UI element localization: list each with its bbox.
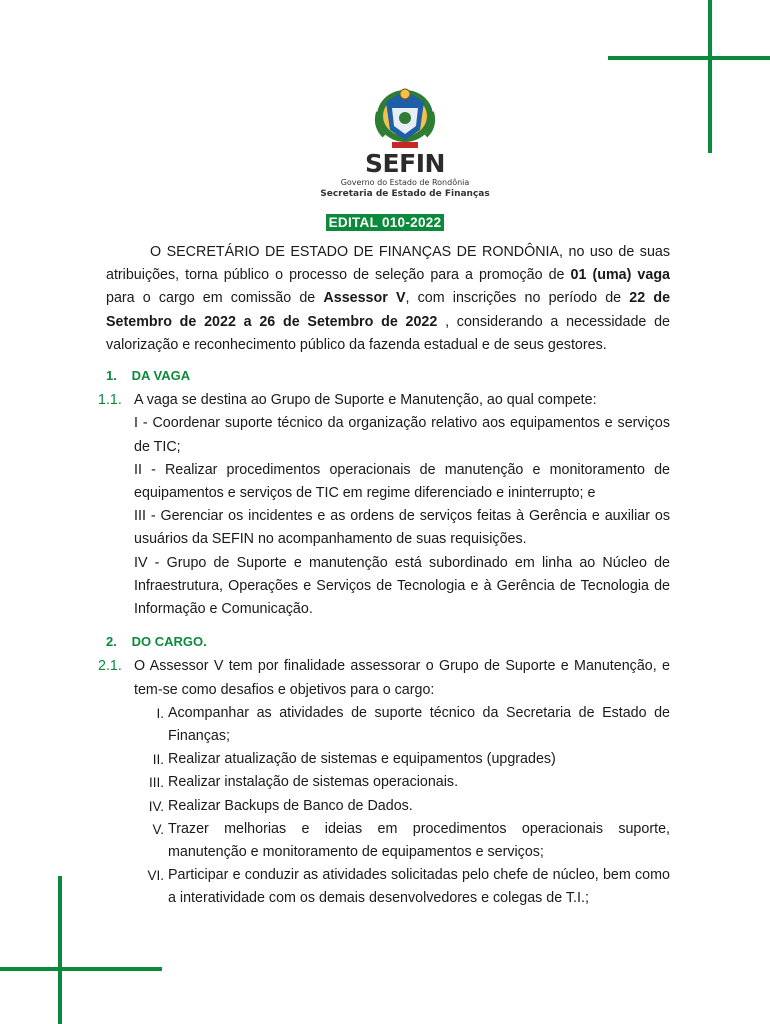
list-item xyxy=(134,864,670,910)
section-1-item: IV - Grupo de Suporte e manutenção está subordinado em linha ao Núcleo de Infraestrutura, Operações e Serviços de Tecnologia e à Gerência de Tecnologia de Informação e Comunicação. xyxy=(134,554,670,618)
subsection-1-1 xyxy=(98,389,670,412)
list-item-number: III. xyxy=(148,775,164,791)
subsection-1-1-text: A vaga se destina ao Grupo de Suporte e Manutenção, ao qual compete: xyxy=(134,392,597,409)
brand-government-line: Governo do Estado de Rondônia xyxy=(340,178,470,187)
list-item xyxy=(134,771,670,794)
corner-cross-top-horizontal xyxy=(608,56,770,60)
corner-cross-bottom-vertical xyxy=(58,876,62,1024)
list-item-number: VI. xyxy=(147,868,164,884)
list-item xyxy=(134,702,670,748)
intro-paragraph xyxy=(106,241,670,357)
list-item-number: V. xyxy=(152,821,164,837)
section-2-title: DO CARGO. xyxy=(131,634,207,650)
document-body xyxy=(98,241,671,911)
section-2-heading xyxy=(106,630,670,653)
notice-title: EDITAL 010-2022 xyxy=(326,214,445,231)
intro-bold-position: Assessor V xyxy=(323,290,406,307)
list-item-text: Realizar Backups de Banco de Dados. xyxy=(168,797,413,814)
list-item-text: Participar e conduzir as atividades solicitadas pelo chefe de núcleo, bem como a interatividade com os demais desenvolvedores e colegas de T.I.; xyxy=(168,867,670,907)
intro-text-2: para o cargo em comissão de xyxy=(106,290,324,307)
brand-title: SEFIN xyxy=(365,149,445,178)
list-item-number: I. xyxy=(156,705,164,721)
list-item xyxy=(134,795,670,818)
intro-text-1: O SECRETÁRIO DE ESTADO DE FINANÇAS DE RONDÔNIA, no uso de suas atribuições, torna público o processo de seleção para a promoção de xyxy=(106,244,670,284)
intro-text-4: , considerando a necessidade de valorização e reconhecimento público da fazenda estadual e de seus gestores. xyxy=(106,313,671,353)
state-coat-of-arms-seal-icon xyxy=(372,82,438,152)
list-item-number: II. xyxy=(152,752,164,768)
list-item-text: Acompanhar as atividades de suporte técnico da Secretaria de Estado de Finanças; xyxy=(168,704,670,745)
list-item-text: Realizar instalação de sistemas operacionais. xyxy=(168,774,459,791)
list-item-text: Trazer melhorias e ideias em procedimentos operacionais suporte, manutenção e monitoramento de equipamentos e serviços; xyxy=(168,820,670,861)
brand-department-line: Secretaria de Estado de Finanças xyxy=(320,189,490,199)
section-1-item: I - Coordenar suporte técnico da organização relativo aos equipamentos e serviços de TIC; xyxy=(134,415,670,455)
section-1-title: DA VAGA xyxy=(131,368,191,384)
corner-cross-bottom-horizontal xyxy=(0,967,162,971)
intro-bold-vacancy: 01 (uma) vaga xyxy=(570,267,670,284)
section-1-number: 1. xyxy=(106,368,117,384)
notice-title-wrap xyxy=(0,214,770,232)
corner-cross-top-vertical xyxy=(708,0,712,153)
list-item-number: IV. xyxy=(148,798,164,814)
subsection-2-1 xyxy=(98,655,670,701)
subsection-1-1-number: 1.1. xyxy=(98,392,122,409)
brand-block xyxy=(300,150,510,200)
section-2-number: 2. xyxy=(106,634,117,650)
section-2-list xyxy=(134,702,670,911)
section-1-item: II - Realizar procedimentos operacionais de manutenção e monitoramento de equipamentos e serviços de TIC em regime diferenciado e ininterrupto; e xyxy=(134,461,670,502)
subsection-2-1-text: O Assessor V tem por finalidade assessorar o Grupo de Suporte e Manutenção, e tem-se como desafios e objetivos para o cargo: xyxy=(134,658,670,698)
list-item-text: Realizar atualização de sistemas e equipamentos (upgrades) xyxy=(168,751,556,768)
intro-bold-period: 22 de Setembro de 2022 a 26 de Setembro de 2022 xyxy=(106,290,671,330)
intro-text-3: , com inscrições no período de xyxy=(405,290,630,307)
section-1-heading xyxy=(106,364,670,387)
subsection-2-1-number: 2.1. xyxy=(98,658,122,675)
section-1-item: III - Gerenciar os incidentes e as ordens de serviços feitas à Gerência e auxiliar os usuários da SEFIN no acompanhamento de suas requisições. xyxy=(134,508,670,548)
list-item xyxy=(134,748,670,771)
list-item xyxy=(134,818,670,864)
